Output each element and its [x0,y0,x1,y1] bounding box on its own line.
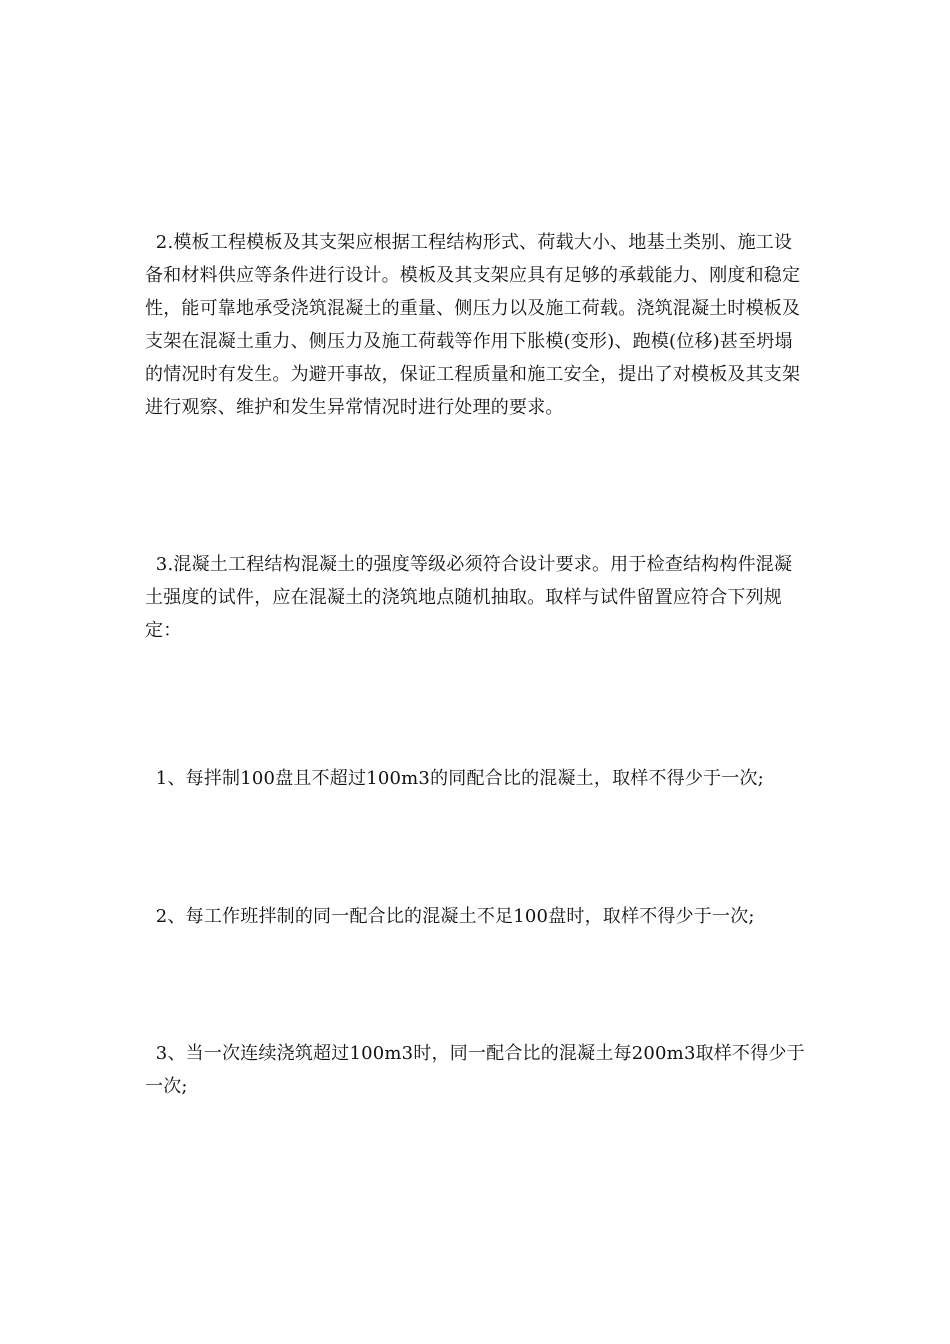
paragraph-concrete: 3.混凝土工程结构混凝土的强度等级必须符合设计要求。用于检查结构构件混凝土强度的试件，应在混凝土的浇筑地点随机抽取。取样与试件留置应符合下列规定： [145,554,793,641]
list-item-rule-3: 3、当一次连续浇筑超过100m3时，同一配合比的混凝土每200m3取样不得少于一次; [145,1043,805,1097]
paragraph-formwork: 2.模板工程模板及其支架应根据工程结构形式、荷载大小、地基土类别、施工设备和材料供应等条件进行设计。模板及其支架应具有足够的承载能力、刚度和稳定性，能可靠地承受浇筑混凝土的重量、侧压力以及施工荷载。浇筑混凝土时模板及支架在混凝土重力、侧压力及施工荷载等作用下胀模(变形)、跑模(位移)甚至坍塌的情况时有发生。为避开事故，保证工程质量和施工安全，提出了对模板及其支架进行观察、维护和发生异常情况时进行处理的要求。 [145,232,801,418]
list-item-rule-2: 2、每工作班拌制的同一配合比的混凝土不足100盘时，取样不得少于一次; [155,906,755,927]
list-item-rule-1: 1、每拌制100盘且不超过100m3的同配合比的混凝土，取样不得少于一次; [155,768,764,789]
